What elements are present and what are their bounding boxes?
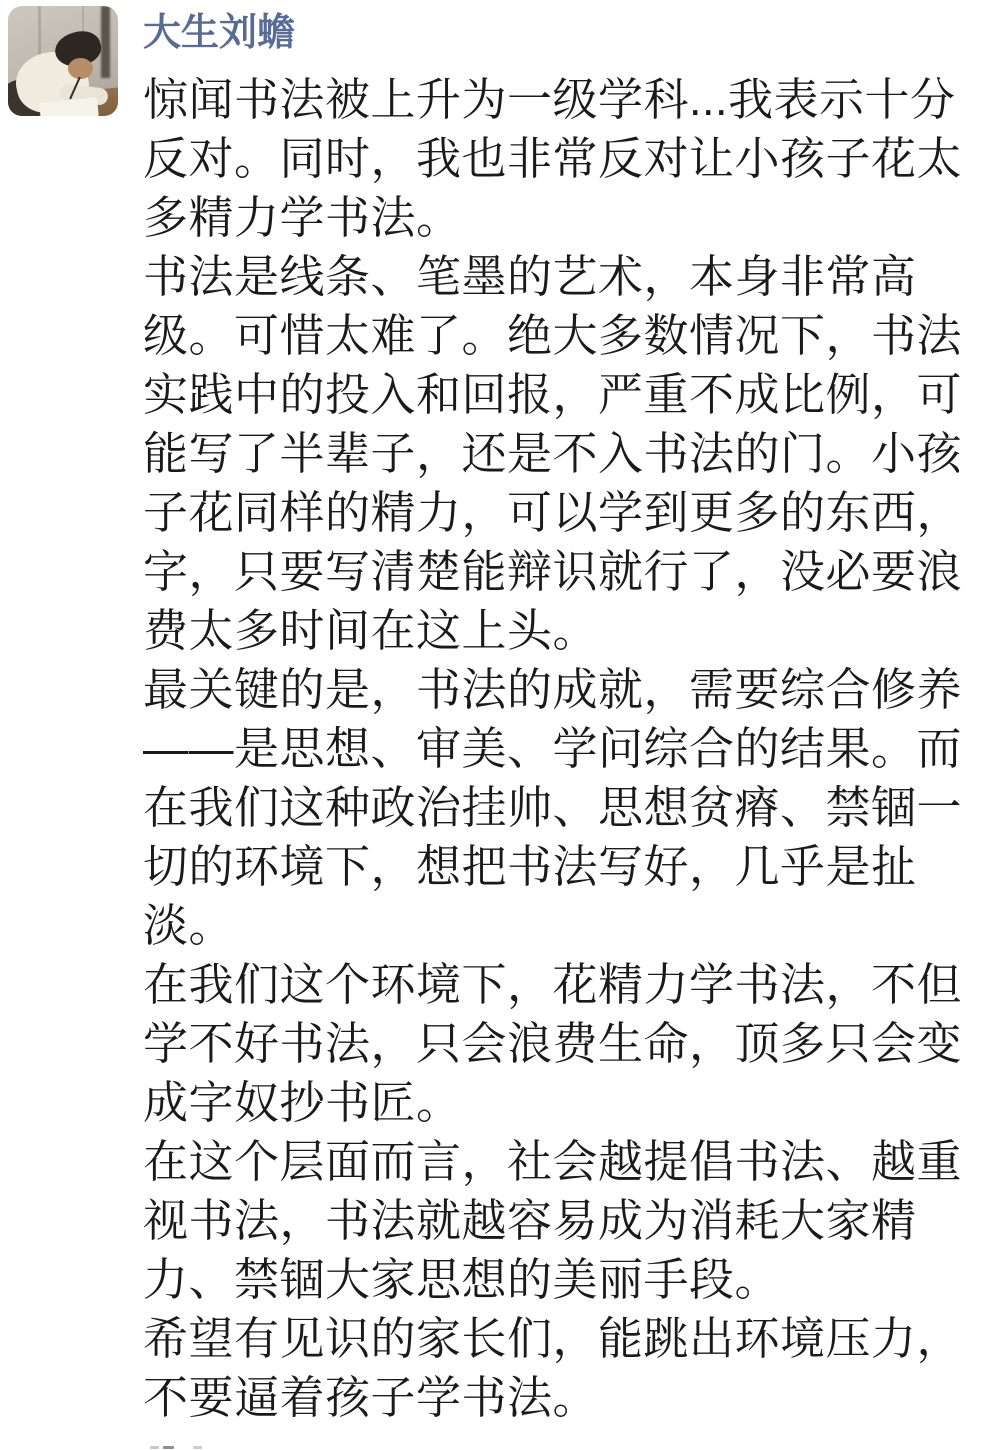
post-text-line: 不要逼着孩子学书法。 [143,1372,599,1423]
post-text-line: 能写了半辈子，还是不入书法的门。小孩 [143,428,963,479]
clipped-text-fragment [193,1446,202,1449]
post-text-line: 实践中的投入和回报，严重不成比例，可 [143,369,963,420]
post-text-line: 书法是线条、笔墨的艺术，本身非常高 [143,251,917,302]
avatar-art-face [68,58,93,79]
post-text-line: 切的环境下，想把书法写好，几乎是扯 [143,841,917,892]
post-text-line: 希望有见识的家长们，能跳出环境压力， [143,1313,963,1364]
post-text-line: 成字奴抄书匠。 [143,1077,462,1128]
post-text-line: 子花同样的精力，可以学到更多的东西， [143,487,963,538]
post-text-line: 惊闻书法被上升为一级学科...我表示十分 [143,74,956,125]
post-text-line: 最关键的是，书法的成就，需要综合修养 [143,664,963,715]
post-text-line: ——是思想、审美、学问综合的结果。而 [143,723,963,774]
avatar-art-dark-strip [101,6,110,78]
post-text-line: 多精力学书法。 [143,192,462,243]
post-text-line: 视书法，书法就越容易成为消耗大家精 [143,1195,917,1246]
post-text-line: 在我们这个环境下，花精力学书法，不但 [143,959,963,1010]
post-content-column [143,10,975,1427]
post-text-line: 淡。 [143,900,235,951]
post-text-line: 在我们这种政治挂帅、思想贫瘠、禁锢一 [143,782,963,833]
avatar[interactable] [8,6,118,116]
clipped-text-fragment [150,1446,159,1449]
clipped-text-fragment [163,1446,174,1449]
post-text-line: 反对。同时，我也非常反对让小孩子花太 [143,133,963,184]
post-text-line: 费太多时间在这上头。 [143,605,599,656]
post-text-line: 学不好书法，只会浪费生命，顶多只会变 [143,1018,963,1069]
post-text-line: 在这个层面而言，社会越提倡书法、越重 [143,1136,963,1187]
username[interactable]: 大生刘蟾 [143,12,296,54]
post-text-line: 字，只要写清楚能辩识就行了，没必要浪 [143,546,963,597]
post-text-line: 级。可惜太难了。绝大多数情况下，书法 [143,310,963,361]
post-text-line: 力、禁锢大家思想的美丽手段。 [143,1254,781,1305]
post-text [143,70,975,1427]
